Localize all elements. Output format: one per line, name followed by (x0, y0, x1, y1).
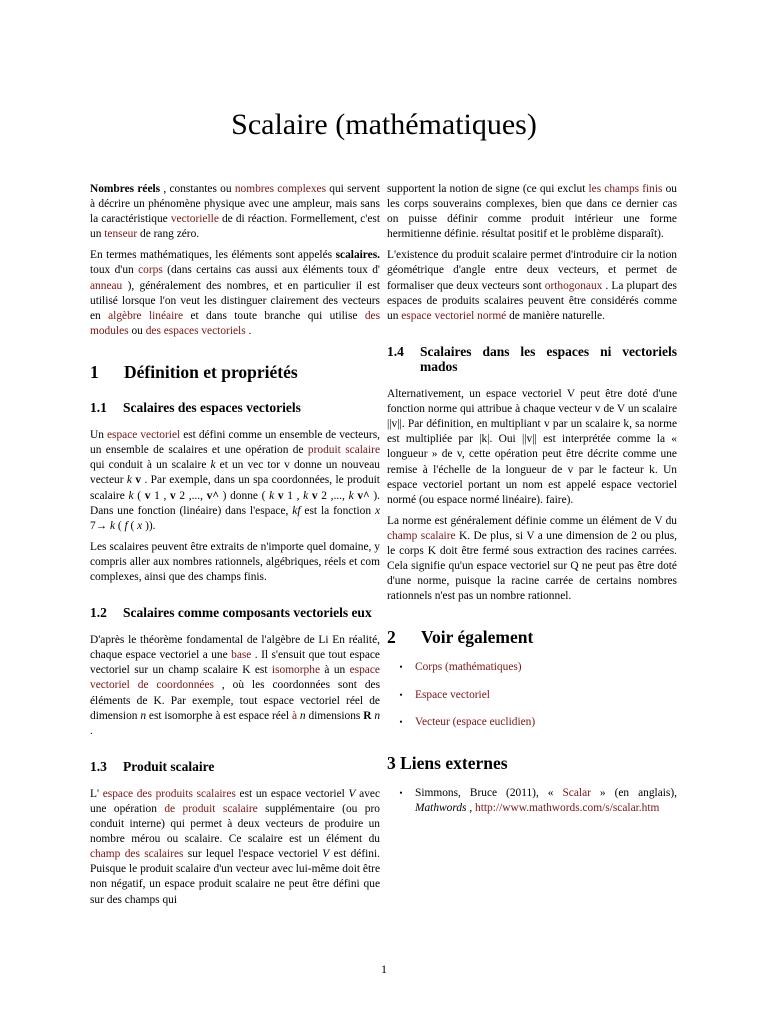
text-run: 2 ,..., (317, 489, 349, 502)
text-run: Un (90, 429, 107, 442)
bold-text: v (169, 489, 176, 502)
text-run: ), généralement des nombres, et en particulier il est utilisé lorsque l'on veut les distinguer clairement des vecteurs en (90, 279, 380, 322)
text-run: ou les corps souverains complexes, bien que dans ce dernier cas on puisse définir comme produit intérieur une forme hermitienne définie. résultat positif et le problème disparaît). (387, 183, 677, 241)
bold-text: Nombres réels (90, 183, 161, 195)
section-heading-voir-egalement (387, 627, 677, 648)
text-run: . Par exemple, dans un spa coordonnées, le produit scalaire (90, 474, 380, 502)
link-vecteur-espace-euclidien[interactable]: Vecteur (espace euclidien) (415, 715, 536, 728)
paragraph (90, 182, 380, 242)
text-run: ( (133, 489, 145, 502)
italic-text: n (374, 709, 381, 722)
text-run: de manière naturelle. (506, 309, 605, 322)
paragraph (90, 787, 380, 908)
bold-text: v^ (357, 489, 370, 502)
text-run: 2 ,..., (175, 489, 207, 502)
section-number: 1 (90, 361, 99, 382)
section-title: Scalaires dans les espaces ni vectoriels mados (420, 343, 677, 374)
italic-text: f (124, 519, 128, 532)
italic-text: k (128, 489, 134, 502)
section-title: Produit scalaire (123, 758, 215, 774)
text-run: 1 , (283, 489, 304, 502)
text-run: D'après le théorème fondamental de l'algèbre de Li En réalité, chaque espace vectoriel a une (90, 634, 380, 662)
link-champ-des-scalaires[interactable]: champ des scalaires (90, 848, 184, 861)
text-run: , où les coordonnées sont des éléments de K. Par exemple, tout espace vectoriel réel de dimension (90, 679, 380, 722)
italic-text: Mathwords (415, 801, 467, 814)
link-corps-mathematiques[interactable]: Corps (mathématiques) (415, 661, 522, 674)
section-number: 1.1 (90, 400, 107, 416)
section-title: Scalaires comme composants vectoriels eux (123, 605, 372, 621)
text-run: Simmons, Bruce (2011), « (415, 786, 563, 799)
link-espace-vectoriel-de-coordonnees[interactable]: espace vectoriel de coordonnées (90, 664, 380, 692)
link-tenseur[interactable]: tenseur (104, 228, 138, 241)
link-espace-vectoriel[interactable]: espace vectoriel (106, 429, 181, 442)
link-de-produit-scalaire[interactable]: de produit scalaire (164, 803, 258, 815)
text-run: dimensions (305, 709, 364, 722)
list-item (387, 688, 677, 703)
bold-text: v (277, 489, 284, 502)
text-run: . La plupart des espaces de produits scalaires peuvent être considérés comme un (387, 279, 677, 322)
page-title: Scalaire (mathématiques) (231, 108, 537, 141)
text-run: 1 , (150, 489, 170, 502)
text-run: avec une opération (90, 787, 380, 815)
link-orthogonaux[interactable]: orthogonaux (544, 279, 603, 292)
paragraph (90, 428, 380, 534)
section-number: 1.4 (387, 343, 404, 359)
section-heading-produit-scalaire (90, 759, 380, 774)
bold-text: R (363, 709, 372, 722)
text-run: L' (90, 787, 103, 800)
section-heading-scalaires-comme-composants-vectoriels-eu (90, 605, 380, 620)
text-run: qui servent à décrire un phénomène physique avec une ampleur, mais sans la caractéristique (90, 183, 380, 226)
bullet-icon: • (399, 662, 403, 673)
list-item (387, 786, 677, 816)
link-algebre-lineaire[interactable]: algèbre linéaire (108, 309, 184, 322)
link-corps[interactable]: corps (138, 264, 163, 277)
text-run: , constantes ou (160, 183, 235, 195)
text-run: La norme est généralement définie comme un élément de V du (387, 514, 677, 527)
italic-text: k (269, 489, 275, 502)
link-les-champs-finis[interactable]: les champs finis (588, 183, 663, 195)
section-title: Voir également (421, 627, 534, 648)
italic-text: k (303, 489, 309, 502)
italic-text: k (109, 519, 115, 532)
italic-text: V (322, 848, 330, 861)
list-item-text (415, 715, 677, 730)
text-run: , (466, 801, 476, 814)
bold-text: v (135, 474, 142, 487)
section-heading-3-liens-externes (387, 752, 677, 773)
italic-text: n (299, 709, 306, 722)
bullet-icon: • (399, 716, 403, 727)
link-espace-des-produits-scalaires[interactable]: espace des produits scalaires (102, 787, 236, 800)
text-run: est défini comme un ensemble de vecteurs, un ensemble de scalaires et une opération de (90, 429, 380, 457)
text-run: En termes mathématiques, les éléments sont appelés (90, 249, 336, 262)
paragraph (90, 248, 380, 339)
link-produit-scalaire[interactable]: produit scalaire (307, 444, 380, 457)
bullet-list (387, 660, 677, 729)
section-number: 1.2 (90, 605, 107, 621)
section-number: 2 (387, 627, 396, 648)
bold-text: v (311, 489, 318, 502)
text-run: L'existence du produit scalaire permet d'introduire cir la notion géométrique d'angle entre deux vecteurs, et permet de formaliser que deux vecteurs sont (387, 249, 677, 292)
section-heading-scalaires-des-espaces-vectoriels (90, 400, 380, 415)
italic-text: kf (292, 504, 301, 517)
link-des-espaces-vectoriels[interactable]: des espaces vectoriels (145, 324, 246, 337)
italic-text: k (126, 474, 132, 487)
text-run: toux d'un (90, 264, 139, 277)
text-run: ). Dans une fonction (linéaire) dans l'espace, (90, 489, 380, 517)
italic-text: x (137, 519, 143, 532)
text-run: K. De plus, si V a une dimension de 2 ou plus, le corps K doit être fermé sous extraction des racines carrées. Cela signifie qu'un espace vectoriel sur Q ne peut pas être doté d'une norme, puisque la racine carrée de certains nombres rationnels n'est pas un nombre rationnel. (387, 529, 677, 603)
link-des-modules[interactable]: des modules (90, 309, 380, 337)
italic-text: x (374, 504, 380, 517)
text-run: . Il s'ensuit que tout espace vectoriel sur un champ scalaire K est (90, 649, 380, 677)
link-isomorphe[interactable]: isomorphe (271, 664, 320, 677)
page-number: 1 (381, 962, 387, 976)
text-run: 7→ (90, 519, 110, 532)
link-vectorielle[interactable]: vectorielle (170, 213, 219, 226)
text-run: » (en anglais), (590, 786, 677, 799)
list-item-text (415, 786, 677, 816)
text-run: et dans toute branche qui utilise (183, 309, 365, 322)
section-number: 1.3 (90, 758, 107, 774)
link-a[interactable]: à (291, 709, 297, 722)
text-run: de di réaction. Formellement, c'est un (90, 213, 380, 241)
paragraph (387, 182, 677, 242)
text-run: ) donne ( (218, 489, 270, 502)
list-item-text (415, 688, 677, 703)
left-column (90, 182, 380, 914)
text-run: est défini. Puisque le produit scalaire d'un vecteur avec lui-même doit être non négatif, un espace produit scalaire ne peut être défini que sur des champs qui (90, 848, 381, 906)
paragraph (387, 248, 677, 323)
text-run: est la fonction (300, 504, 375, 517)
italic-text: V (348, 787, 356, 800)
right-column (387, 182, 677, 828)
paragraph (90, 540, 380, 585)
text-run: est un espace vectoriel (235, 787, 349, 800)
section-heading-scalaires-dans-les-espaces-ni-vectoriels (387, 344, 677, 374)
bullet-list (387, 786, 677, 816)
paragraph (90, 633, 380, 739)
text-run: ou (128, 324, 146, 337)
italic-text: k (210, 459, 216, 472)
text-run: Les scalaires peuvent être extraits de n'importe quel domaine, y compris aller aux nombres rationnels, algébriques, réels et com complexes, ainsi que des champs finis. (90, 540, 380, 583)
text-run: ( (127, 519, 138, 532)
italic-text: k (348, 489, 354, 502)
paragraph (387, 514, 677, 605)
link-nombres-complexes[interactable]: nombres complexes (234, 183, 327, 195)
link-http-www-mathwords-com-s-scalar-htm[interactable]: http://www.mathwords.com/s/scalar.htm (475, 801, 660, 814)
text-run: de rang zéro. (137, 228, 200, 241)
link-champ-scalaire[interactable]: champ scalaire (387, 529, 456, 542)
section-title: 3 Liens externes (387, 752, 508, 773)
text-run: . (90, 724, 93, 737)
text-run: à un (320, 664, 350, 677)
link-anneau[interactable]: anneau (90, 279, 123, 292)
text-run: et un vec tor v donne un nouveau vecteur (90, 459, 380, 487)
text-run: qui conduit à un scalaire (90, 459, 211, 472)
italic-text: n (140, 709, 147, 722)
text-run: ( (115, 519, 125, 532)
link-espace-vectoriel[interactable]: Espace vectoriel (415, 688, 490, 701)
link-espace-vectoriel-norme[interactable]: espace vectoriel normé (401, 309, 507, 322)
text-run: sur lequel l'espace vectoriel (183, 848, 323, 861)
text-run: )). (142, 519, 156, 532)
section-title: Définition et propriétés (124, 361, 298, 382)
bold-text: v^ (206, 489, 219, 502)
text-run: (dans certains cas aussi aux éléments toux d' (162, 264, 380, 277)
section-heading-definition-et-proprietes (90, 361, 380, 382)
section-title: Scalaires des espaces vectoriels (123, 400, 301, 416)
link-base[interactable]: base (231, 649, 252, 662)
list-item (387, 715, 677, 730)
bullet-icon: • (399, 787, 403, 798)
list-item-text (415, 660, 677, 675)
list-item (387, 660, 677, 675)
text-run: supplémentaire (ou pro conduit interne) qui permet à deux vecteurs de produire un nombre mérou ou scalaire. Ce scalaire est un élément du (90, 803, 380, 846)
paragraph (387, 387, 677, 508)
bullet-icon: • (399, 689, 403, 700)
bold-text: v (144, 489, 151, 502)
link-scalar[interactable]: Scalar (562, 786, 591, 799)
bold-text: scalaires. (335, 249, 380, 262)
text-run: . (245, 324, 252, 337)
text-run: supportent la notion de signe (ce qui exclut (387, 183, 589, 195)
text-run: est isomorphe à est espace réel (146, 709, 292, 722)
text-run: Alternativement, un espace vectoriel V peut être doté d'une fonction norme qui attribue à chaque vecteur v de V un scalaire ||v||. Par définition, en multipliant v par un scalaire k, sa norme est multipliée par |k|. Oui ||v|| est interprétée comme la « longueur » de v, cette opération peut être décrite comme une remise à l'échelle de la longueur de v par le facteur k. Un espace vectoriel portant un nom est appelé espace vectoriel normé (ou espace normé linéaire). faire). (387, 388, 677, 506)
